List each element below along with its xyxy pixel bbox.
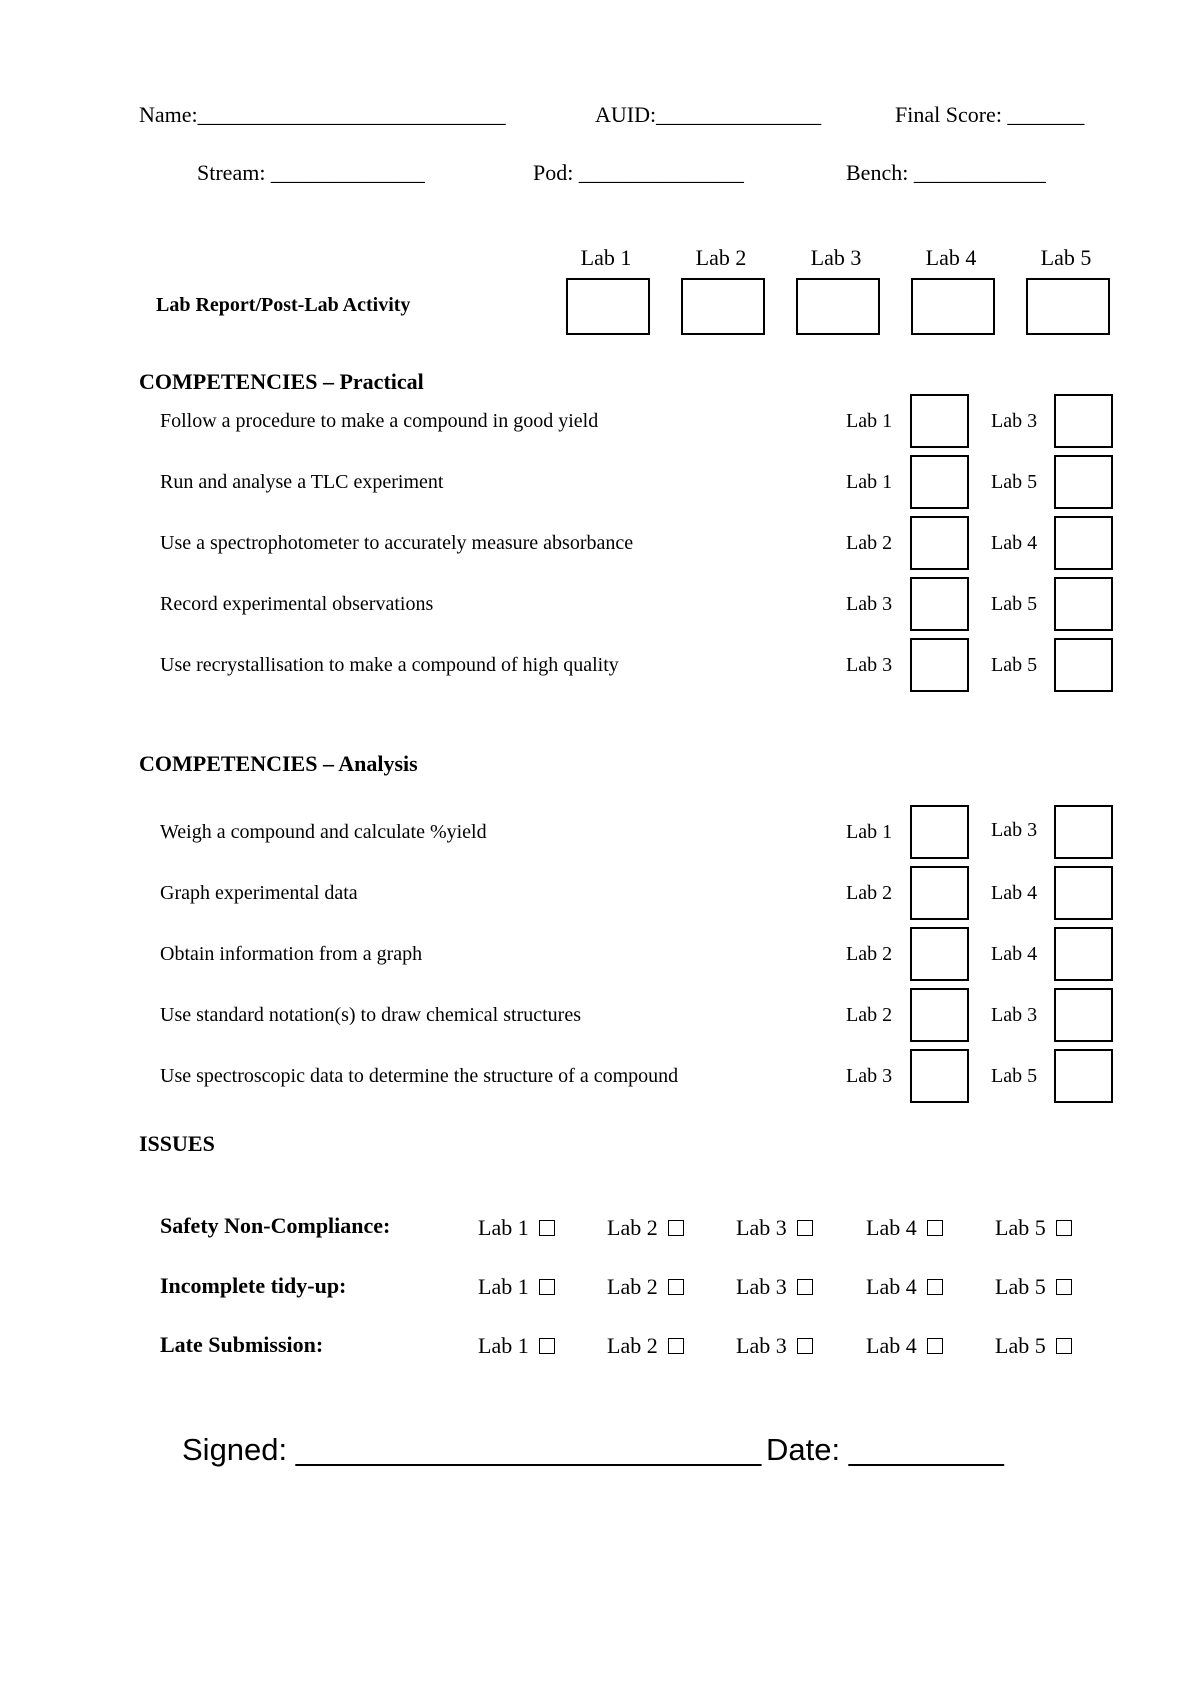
checkbox-icon[interactable]	[668, 1279, 684, 1295]
competency-box-b[interactable]	[1054, 577, 1113, 631]
issue-lab-checkbox[interactable]	[736, 1215, 813, 1241]
competency-box-a[interactable]	[910, 927, 969, 981]
issue-lab-checkbox[interactable]	[866, 1274, 943, 1300]
competency-box-a[interactable]	[910, 577, 969, 631]
issue-lab-label: Lab 5	[995, 1215, 1046, 1240]
issue-lab-label: Lab 2	[607, 1274, 658, 1299]
competency-box-b[interactable]	[1054, 805, 1113, 859]
issue-lab-checkbox[interactable]	[866, 1215, 943, 1241]
competency-box-b[interactable]	[1054, 1049, 1113, 1103]
issue-lab-label: Lab 4	[866, 1274, 917, 1299]
competency-box-a[interactable]	[910, 455, 969, 509]
competency-lab-b: Lab 5	[991, 471, 1038, 493]
issue-lab-checkbox[interactable]	[736, 1274, 813, 1300]
stream-field[interactable]: Stream: ______________	[197, 160, 425, 185]
competency-lab-a: Lab 2	[846, 532, 893, 554]
competency-lab-a: Lab 3	[846, 593, 893, 615]
issue-lab-label: Lab 5	[995, 1333, 1046, 1358]
checkbox-icon[interactable]	[797, 1338, 813, 1354]
practical-section-title: COMPETENCIES – Practical	[139, 369, 424, 394]
competency-label: Use recrystallisation to make a compound of high quality	[160, 654, 619, 676]
issue-lab-label: Lab 3	[736, 1215, 787, 1240]
competency-lab-a: Lab 1	[846, 471, 893, 493]
report-score-box-lab-1[interactable]	[566, 278, 650, 335]
issue-lab-checkbox[interactable]	[478, 1274, 555, 1300]
checkbox-icon[interactable]	[797, 1279, 813, 1295]
checkbox-icon[interactable]	[927, 1338, 943, 1354]
competency-box-a[interactable]	[910, 988, 969, 1042]
competency-lab-b: Lab 4	[991, 882, 1038, 904]
competency-lab-b: Lab 4	[991, 943, 1038, 965]
issue-lab-checkbox[interactable]	[995, 1333, 1072, 1359]
checkbox-icon[interactable]	[797, 1220, 813, 1236]
competency-lab-a: Lab 2	[846, 1004, 893, 1026]
competency-label: Record experimental observations	[160, 593, 434, 615]
issue-lab-label: Lab 1	[478, 1333, 529, 1358]
bench-field[interactable]: Bench: ____________	[846, 160, 1046, 185]
checkbox-icon[interactable]	[539, 1338, 555, 1354]
checkbox-icon[interactable]	[1056, 1338, 1072, 1354]
issue-lab-checkbox[interactable]	[607, 1333, 684, 1359]
competency-lab-b: Lab 4	[991, 532, 1038, 554]
report-lab-4-heading: Lab 4	[925, 245, 977, 270]
issue-lab-label: Lab 2	[607, 1215, 658, 1240]
report-score-box-lab-2[interactable]	[681, 278, 765, 335]
issue-lab-checkbox[interactable]	[736, 1333, 813, 1359]
issue-lab-label: Lab 2	[607, 1333, 658, 1358]
competency-lab-a: Lab 2	[846, 943, 893, 965]
issue-lab-checkbox[interactable]	[478, 1215, 555, 1241]
checkbox-icon[interactable]	[539, 1279, 555, 1295]
issue-lab-label: Lab 5	[995, 1274, 1046, 1299]
report-score-box-lab-3[interactable]	[796, 278, 880, 335]
competency-box-b[interactable]	[1054, 516, 1113, 570]
checkbox-icon[interactable]	[668, 1220, 684, 1236]
issues-section-title: ISSUES	[139, 1131, 215, 1156]
competency-label: Use a spectrophotometer to accurately measure absorbance	[160, 532, 634, 554]
competency-label: Graph experimental data	[160, 882, 358, 904]
report-lab-2-heading: Lab 2	[695, 245, 747, 270]
issue-lab-checkbox[interactable]	[995, 1215, 1072, 1241]
checkbox-icon[interactable]	[1056, 1220, 1072, 1236]
competency-label: Use standard notation(s) to draw chemical structures	[160, 1004, 581, 1026]
analysis-section-title: COMPETENCIES – Analysis	[139, 751, 418, 776]
issue-label: Incomplete tidy-up:	[160, 1273, 347, 1298]
checkbox-icon[interactable]	[927, 1279, 943, 1295]
issue-lab-checkbox[interactable]	[995, 1274, 1072, 1300]
pod-field[interactable]: Pod: _______________	[533, 160, 744, 185]
issue-lab-label: Lab 1	[478, 1274, 529, 1299]
competency-box-a[interactable]	[910, 516, 969, 570]
checkbox-icon[interactable]	[1056, 1279, 1072, 1295]
competency-lab-b: Lab 3	[991, 410, 1038, 432]
competency-lab-a: Lab 1	[846, 821, 893, 843]
competency-label: Obtain information from a graph	[160, 943, 423, 965]
competency-box-b[interactable]	[1054, 866, 1113, 920]
competency-lab-a: Lab 3	[846, 654, 893, 676]
report-score-box-lab-5[interactable]	[1026, 278, 1110, 335]
signed-field[interactable]: Signed: ___________________________	[182, 1432, 762, 1467]
competency-label: Follow a procedure to make a compound in good yield	[160, 410, 599, 432]
competency-box-a[interactable]	[910, 866, 969, 920]
competency-box-a[interactable]	[910, 805, 969, 859]
competency-label: Run and analyse a TLC experiment	[160, 471, 444, 493]
checkbox-icon[interactable]	[539, 1220, 555, 1236]
final-score-field[interactable]: Final Score: _______	[895, 102, 1085, 127]
issue-lab-label: Lab 1	[478, 1215, 529, 1240]
competency-box-b[interactable]	[1054, 638, 1113, 692]
competency-lab-b: Lab 5	[991, 1065, 1038, 1087]
checkbox-icon[interactable]	[668, 1338, 684, 1354]
report-lab-5-heading: Lab 5	[1040, 245, 1092, 270]
competency-box-a[interactable]	[910, 1049, 969, 1103]
lab-report-label: Lab Report/Post-Lab Activity	[156, 294, 411, 316]
competency-lab-a: Lab 3	[846, 1065, 893, 1087]
competency-lab-b: Lab 5	[991, 654, 1038, 676]
issue-label: Safety Non-Compliance:	[160, 1213, 391, 1238]
competency-box-a[interactable]	[910, 638, 969, 692]
competency-lab-a: Lab 1	[846, 410, 893, 432]
competency-lab-b: Lab 3	[991, 819, 1038, 841]
issue-lab-label: Lab 3	[736, 1274, 787, 1299]
report-lab-1-heading: Lab 1	[580, 245, 632, 270]
competency-lab-a: Lab 2	[846, 882, 893, 904]
competency-label: Weigh a compound and calculate %yield	[160, 821, 487, 843]
competency-box-b[interactable]	[1054, 988, 1113, 1042]
issue-lab-checkbox[interactable]	[607, 1215, 684, 1241]
report-lab-3-heading: Lab 3	[810, 245, 862, 270]
competency-box-b[interactable]	[1054, 394, 1113, 448]
checkbox-icon[interactable]	[927, 1220, 943, 1236]
competency-box-b[interactable]	[1054, 927, 1113, 981]
issue-lab-label: Lab 4	[866, 1215, 917, 1240]
issue-lab-checkbox[interactable]	[866, 1333, 943, 1359]
issue-lab-checkbox[interactable]	[478, 1333, 555, 1359]
competency-box-b[interactable]	[1054, 455, 1113, 509]
date-field[interactable]: Date: _________	[766, 1432, 1004, 1467]
auid-field[interactable]: AUID:_______________	[595, 102, 822, 127]
name-field[interactable]: Name:____________________________	[139, 102, 506, 127]
report-score-box-lab-4[interactable]	[911, 278, 995, 335]
competency-lab-b: Lab 5	[991, 593, 1038, 615]
competency-lab-b: Lab 3	[991, 1004, 1038, 1026]
issue-lab-label: Lab 3	[736, 1333, 787, 1358]
issue-label: Late Submission:	[160, 1332, 324, 1357]
issue-lab-checkbox[interactable]	[607, 1274, 684, 1300]
competency-box-a[interactable]	[910, 394, 969, 448]
competency-label: Use spectroscopic data to determine the structure of a compound	[160, 1065, 679, 1087]
issue-lab-label: Lab 4	[866, 1333, 917, 1358]
